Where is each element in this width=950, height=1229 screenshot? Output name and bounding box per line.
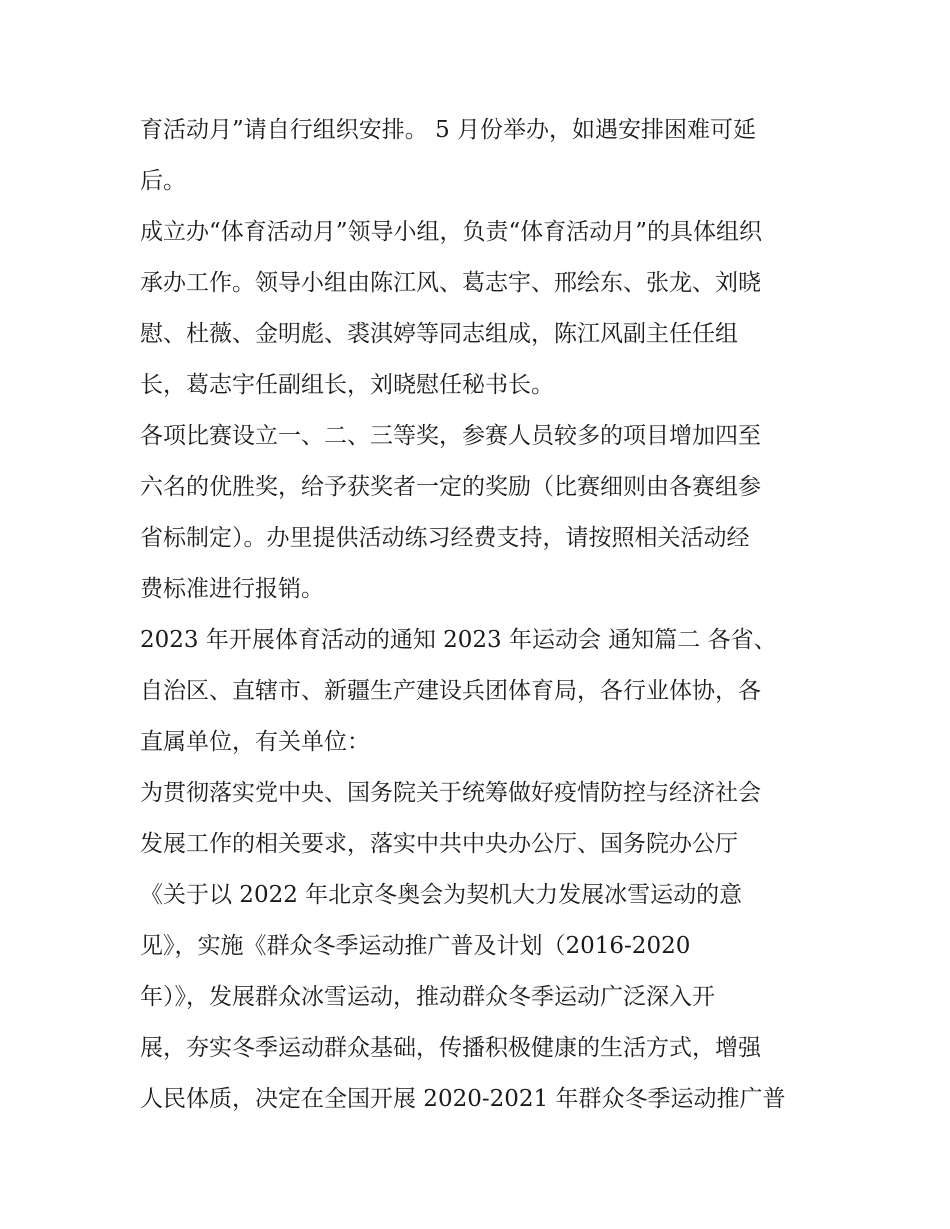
text-line: 发展工作的相关要求，落实中共中央办公厅、国务院办公厅 <box>140 831 738 857</box>
paragraph-schedule <box>140 105 830 207</box>
document-body <box>140 105 830 1125</box>
text-line: 育活动月”请自行组织安排。 5 月份举办，如遇安排困难可延 <box>140 117 757 143</box>
text-line: 慰、杜薇、金明彪、裘淇婷等同志组成，陈江风副主任任组 <box>140 321 738 347</box>
paragraph-leadership-group <box>140 207 830 411</box>
text-line: 人民体质，决定在全国开展 2020-2021 年群众冬季运动推广普 <box>140 1086 786 1112</box>
text-line: 承办工作。领导小组由陈江风、葛志宇、邢绘东、张龙、刘晓 <box>140 270 761 296</box>
text-line: 六名的优胜奖，给予获奖者一定的奖励（比赛细则由各赛组参 <box>140 474 761 500</box>
paragraph-winter-sports <box>140 768 830 1125</box>
text-line: 年）》，发展群众冰雪运动，推动群众冬季运动广泛深入开 <box>140 984 715 1010</box>
text-line: 省标制定）。办里提供活动练习经费支持，请按照相关活动经 <box>140 525 750 551</box>
text-line: 后。 <box>140 168 186 194</box>
text-line: 直属单位，有关单位： <box>140 729 370 755</box>
text-line: 费标准进行报销。 <box>140 576 324 602</box>
text-line: 长，葛志宇任副组长，刘晓慰任秘书长。 <box>140 372 554 398</box>
text-line: 见》，实施《群众冬季运动推广普及计划（2016-2020 <box>140 933 691 959</box>
text-line: 为贯彻落实党中央、国务院关于统筹做好疫情防控与经济社会 <box>140 780 761 806</box>
text-line: 展，夯实冬季运动群众基础，传播积极健康的生活方式，增强 <box>140 1035 761 1061</box>
text-line: 2023 年开展体育活动的通知 2023 年运动会 通知篇二 各省、 <box>140 627 777 653</box>
text-line: 《关于以 2022 年北京冬奥会为契机大力发展冰雪运动的意 <box>140 882 743 908</box>
text-line: 自治区、直辖市、新疆生产建设兵团体育局，各行业体协，各 <box>140 678 761 704</box>
text-line: 各项比赛设立一、二、三等奖，参赛人员较多的项目增加四至 <box>140 423 761 449</box>
paragraph-awards <box>140 411 830 615</box>
paragraph-notice-two-heading <box>140 615 830 768</box>
text-line: 成立办“体育活动月”领导小组，负责“体育活动月”的具体组织 <box>140 219 763 245</box>
